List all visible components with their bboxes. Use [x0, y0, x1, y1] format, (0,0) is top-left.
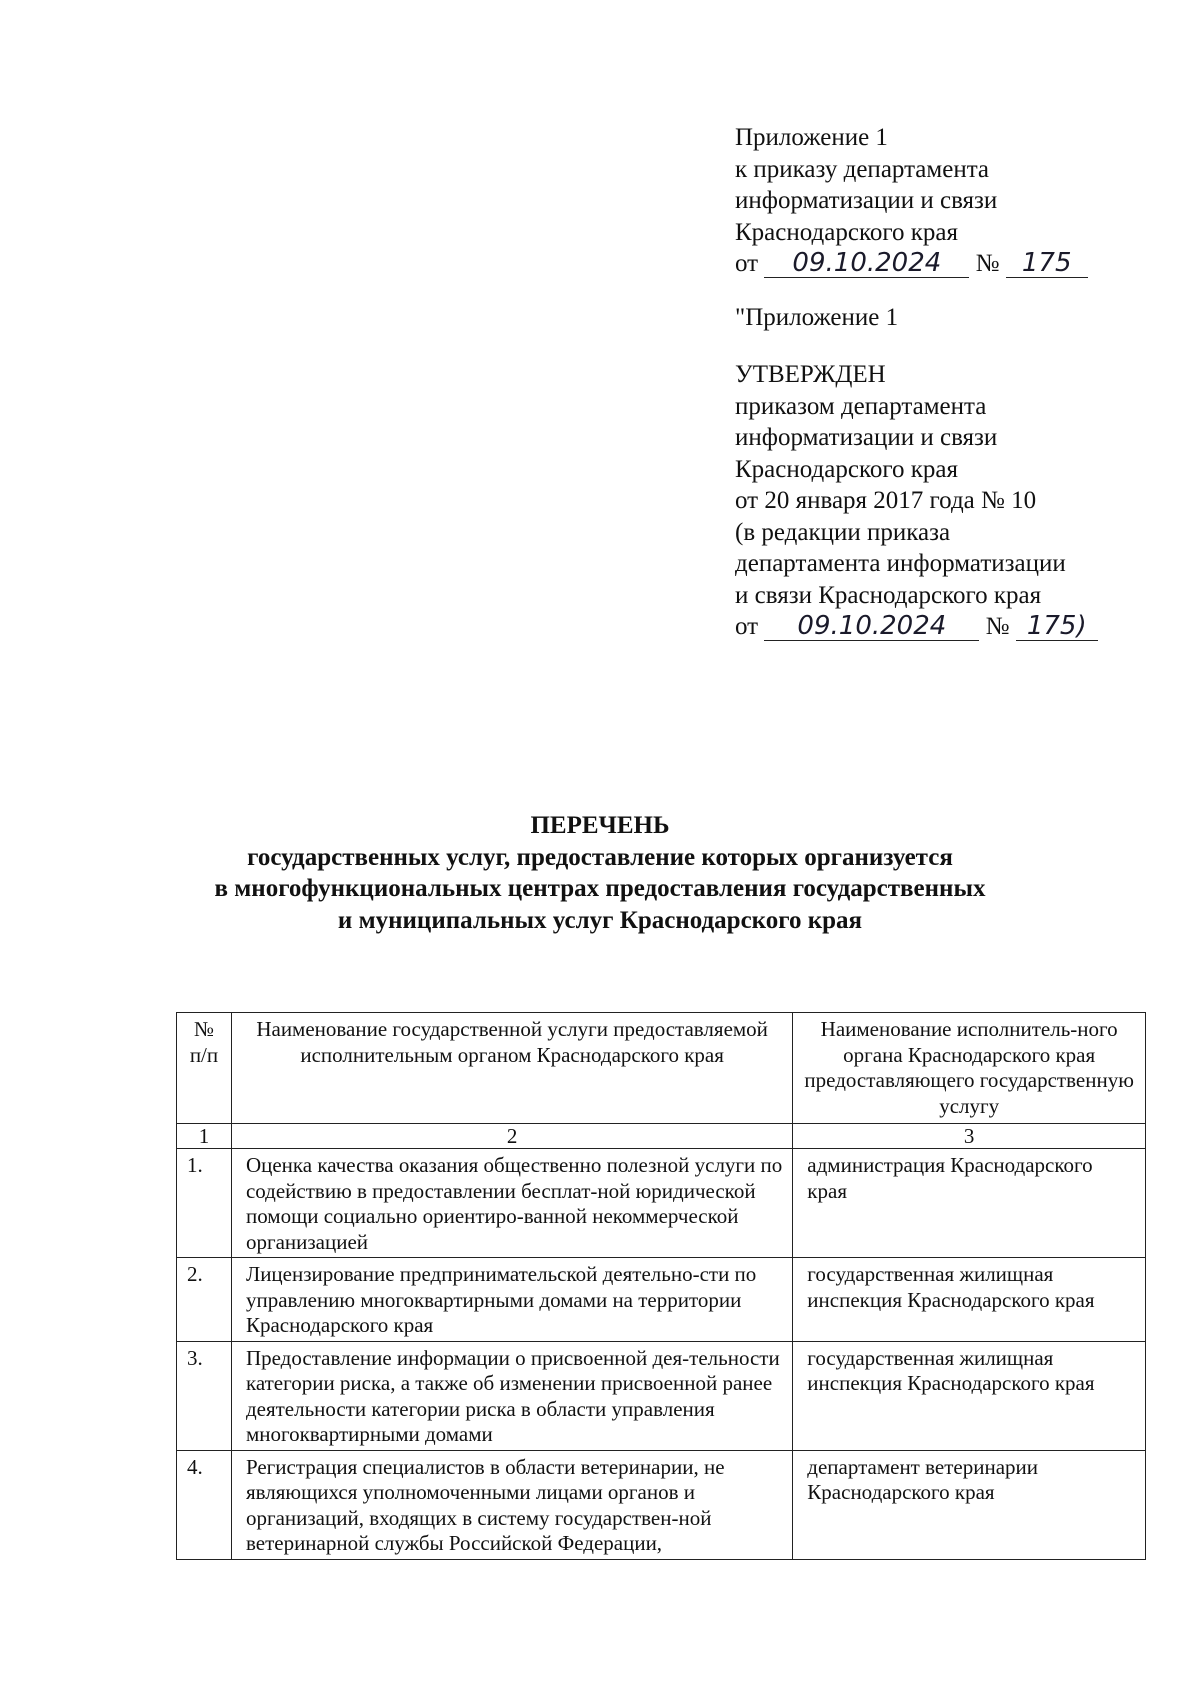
title-line: в многофункциональных центрах предоставления государственных: [214, 875, 986, 902]
title-line: государственных услуг, предоставление которых организуется: [247, 843, 953, 871]
header-num: [177, 1013, 232, 1124]
row-service: Лицензирование предпринимательской деятельно-сти по управлению многоквартирными домами на территории Краснодарского края: [231, 1258, 792, 1342]
row-num: 1.: [177, 1149, 232, 1258]
row-service: Регистрация специалистов в области ветеринарии, не являющихся уполномоченными лицами органов и организаций, входящих в систему государствен-ной ветеринарной службы Российской Федерации,: [231, 1450, 792, 1559]
handwritten-number: 175): [1016, 612, 1098, 641]
index-cell: 3: [793, 1124, 1146, 1149]
number-label: №: [975, 250, 1000, 277]
approval-line: приказом департамента: [735, 392, 987, 420]
appendix-line: информатизации и связи: [735, 187, 998, 214]
row-authority: администрация Краснодарского края: [793, 1149, 1146, 1258]
appendix-date-line: [735, 248, 1098, 280]
handwritten-date: 09.10.2024: [764, 612, 979, 641]
approval-heading: УТВЕРЖДЕН: [735, 361, 886, 388]
table-row: [177, 1450, 1146, 1559]
table-row: [177, 1258, 1146, 1342]
table-row: [177, 1149, 1146, 1258]
row-authority: государственная жилищная инспекция Краснодарского края: [793, 1258, 1146, 1342]
approval-line: (в редакции приказа: [735, 518, 951, 546]
header-num-line: п/п: [189, 1042, 219, 1067]
row-service: Предоставление информации о присвоенной дея-тельности категории риска, а также об изменении присвоенной ранее деятельности категории риска в области управления многоквартирными домами: [231, 1341, 792, 1450]
table-header-row: [177, 1013, 1146, 1124]
approval-line: от 20 января 2017 года № 10: [735, 487, 1037, 514]
header-service: Наименование государственной услуги предоставляемой исполнительным органом Краснодарского края: [231, 1013, 792, 1124]
index-cell: 1: [177, 1124, 232, 1149]
document-title: [0, 810, 1200, 936]
number-label: №: [985, 613, 1010, 640]
date-prefix: от: [735, 250, 759, 277]
approval-quote-line: "Приложение 1: [735, 303, 899, 331]
services-table: [176, 1012, 1146, 1560]
header-num-line: №: [193, 1017, 214, 1041]
approval-line: департамента информатизации: [735, 550, 1066, 577]
header-authority: Наименование исполнитель-ного органа Краснодарского края предоставляющего государственную услугу: [793, 1013, 1146, 1124]
row-authority: государственная жилищная инспекция Краснодарского края: [793, 1341, 1146, 1450]
appendix-line: к приказу департамента: [735, 155, 990, 183]
row-authority: департамент ветеринарии Краснодарского края: [793, 1450, 1146, 1559]
row-num: 3.: [177, 1341, 232, 1450]
title-line: ПЕРЕЧЕНЬ: [530, 812, 670, 839]
approval-line: Краснодарского края: [735, 455, 958, 483]
index-cell: 2: [231, 1124, 792, 1149]
handwritten-number: 175: [1006, 249, 1088, 278]
appendix-line: Краснодарского края: [735, 218, 958, 246]
row-num: 4.: [177, 1450, 232, 1559]
approval-line: информатизации и связи: [735, 424, 998, 451]
appendix-line: Приложение 1: [735, 124, 888, 151]
appendix-block: [735, 122, 1098, 643]
approval-line: и связи Краснодарского края: [735, 581, 1042, 609]
date-prefix: от: [735, 613, 759, 640]
handwritten-date: 09.10.2024: [764, 249, 969, 278]
table-row: [177, 1341, 1146, 1450]
row-num: 2.: [177, 1258, 232, 1342]
table-index-row: [177, 1124, 1146, 1149]
approval-date-line: [735, 611, 1098, 643]
title-line: и муниципальных услуг Краснодарского края: [337, 906, 863, 934]
row-service: Оценка качества оказания общественно полезной услуги по содействию в предоставлении бесплат-ной юридической помощи социально ориентиро-ванной некоммерческой организацией: [231, 1149, 792, 1258]
